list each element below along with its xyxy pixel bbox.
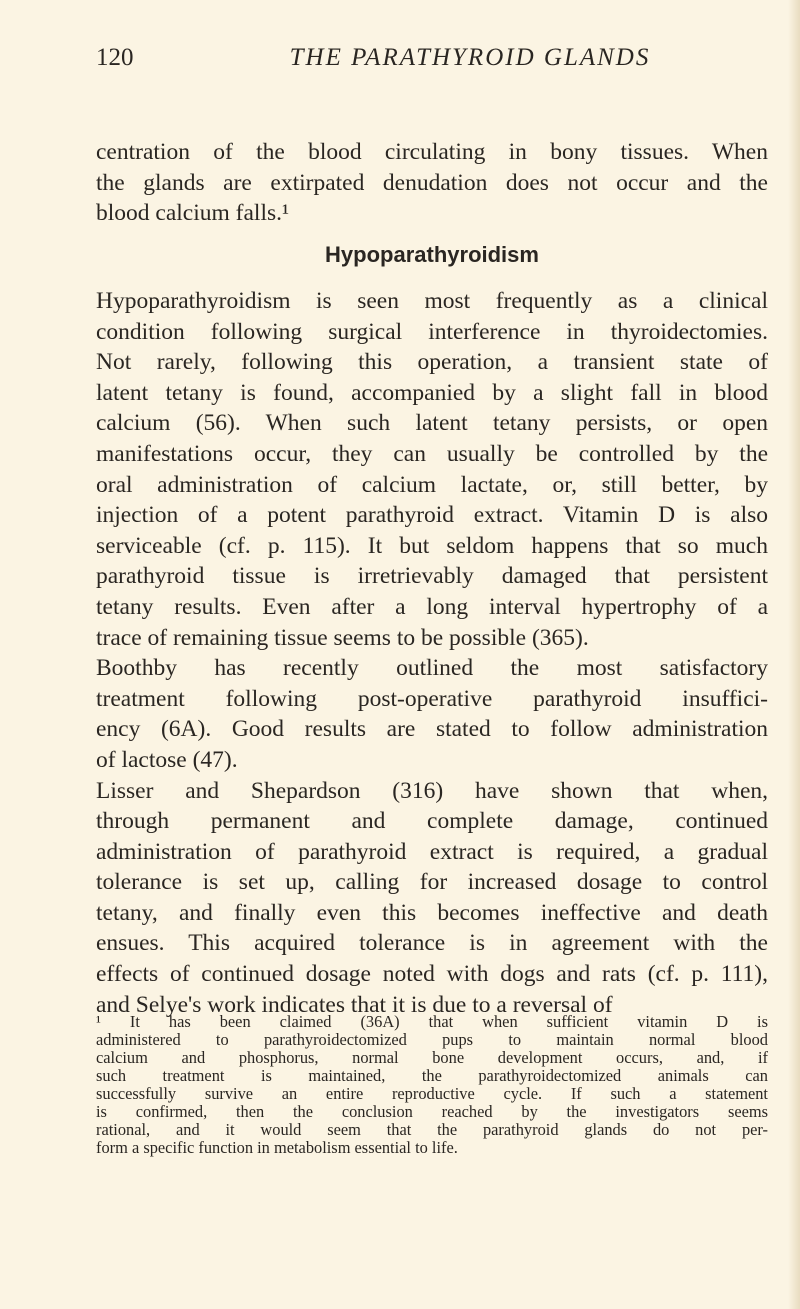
text-line: the glands are extirpated denudation does not occur and the (96, 169, 768, 196)
text-line: manifestations occur, they can usually be controlled by the (96, 440, 768, 467)
text-line: serviceable (cf. p. 115). It but seldom happens that so much (96, 532, 768, 559)
section-heading: Hypoparathyroidism (325, 242, 539, 267)
page-edge-shadow (788, 0, 800, 1309)
text-line: effects of continued dosage noted with dogs and rats (cf. p. 111), (96, 961, 768, 988)
text-line: condition following surgical interference in thyroidectomies. (96, 318, 768, 345)
text-line: Lisser and Shepardson (316) have shown that when, (96, 777, 768, 804)
text-line: trace of remaining tissue seems to be possible (365). (96, 624, 589, 651)
text-line: of lactose (47). (96, 746, 238, 773)
text-line: treatment following post-operative parathyroid insuffici- (96, 685, 768, 712)
text-line: latent tetany is found, accompanied by a slight fall in blood (96, 379, 768, 406)
text-line: such treatment is maintained, the parathyroidectomized animals can (96, 1066, 768, 1085)
text-line: form a specific function in metabolism essential to life. (96, 1138, 458, 1157)
text-line: oral administration of calcium lactate, or, still better, by (96, 471, 768, 498)
footnote (96, 1013, 768, 1157)
page-number: 120 (96, 44, 134, 71)
text-line: injection of a potent parathyroid extract. Vitamin D is also (96, 502, 768, 529)
text-line: Not rarely, following this operation, a transient state of (96, 349, 768, 376)
text-line: calcium and phosphorus, normal bone development occurs, and, if (96, 1048, 768, 1067)
text-line: administered to parathyroidectomized pups to maintain normal blood (96, 1030, 768, 1049)
text-line: tetany results. Even after a long interval hypertrophy of a (96, 593, 768, 620)
text-line: blood calcium falls.¹ (96, 200, 290, 227)
text-line: and Selye's work indicates that it is due to a reversal of (96, 991, 613, 1018)
main-body-text (96, 286, 768, 1020)
text-line: ¹ It has been claimed (36A) that when sufficient vitamin D is (96, 1012, 768, 1031)
text-line: parathyroid tissue is irretrievably damaged that persistent (96, 563, 768, 590)
text-line: successfully survive an entire reproductive cycle. If such a statement (96, 1084, 768, 1103)
text-line: ency (6A). Good results are stated to follow administration (96, 716, 768, 743)
text-line: administration of parathyroid extract is required, a gradual (96, 838, 768, 865)
text-line: tetany, and finally even this becomes ineffective and death (96, 899, 768, 926)
paragraph-continuation (96, 137, 768, 229)
text-line: Boothby has recently outlined the most satisfactory (96, 655, 768, 682)
text-line: Hypoparathyroidism is seen most frequently as a clinical (96, 288, 768, 314)
text-line: ensues. This acquired tolerance is in agreement with the (96, 930, 768, 957)
text-line: through permanent and complete damage, continued (96, 808, 768, 835)
text-line: tolerance is set up, calling for increased dosage to control (96, 869, 768, 896)
text-line: is confirmed, then the conclusion reached by the investigators seems (96, 1102, 768, 1121)
text-line: centration of the blood circulating in bony tissues. When (96, 139, 768, 165)
running-title: THE PARATHYROID GLANDS (289, 44, 651, 71)
text-line: calcium (56). When such latent tetany persists, or open (96, 410, 768, 437)
text-line: rational, and it would seem that the parathyroid glands do not per- (96, 1120, 768, 1139)
